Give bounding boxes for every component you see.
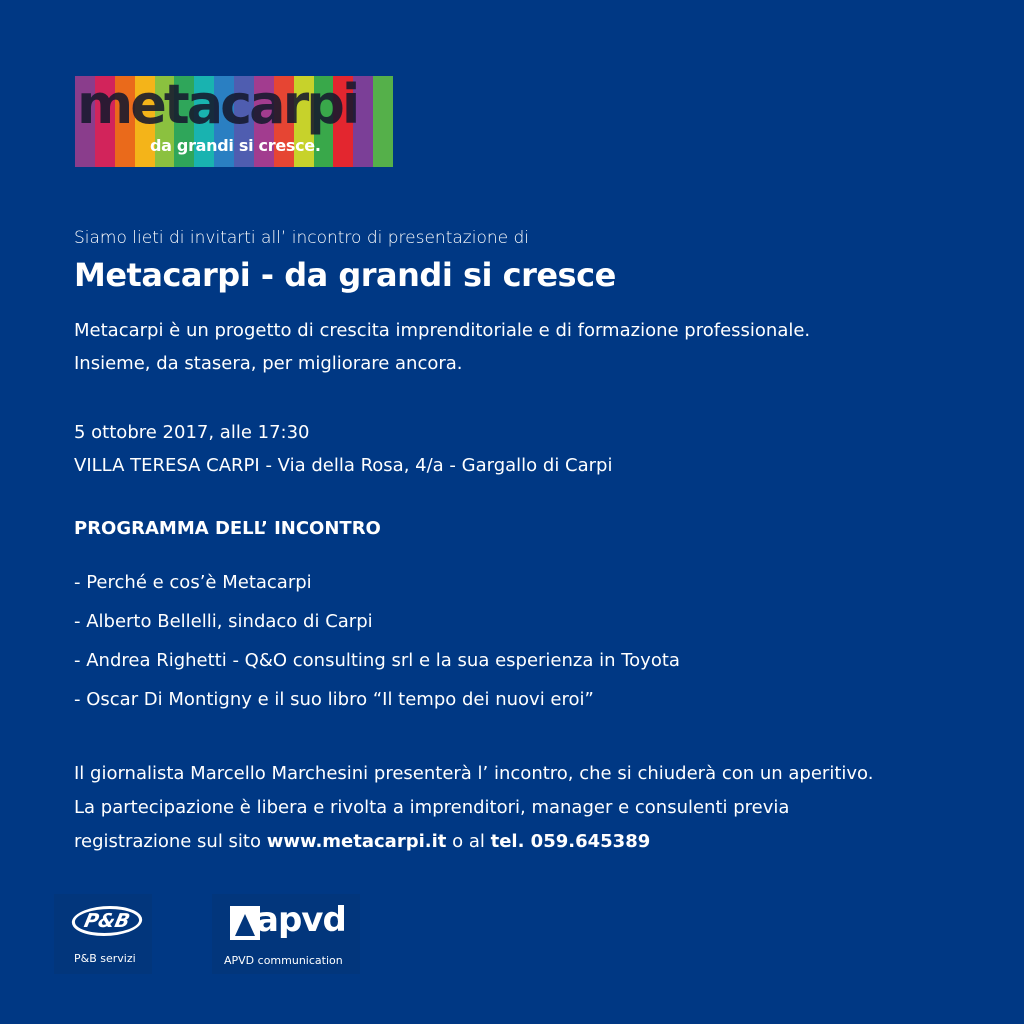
event-venue: VILLA TERESA CARPI - Via della Rosa, 4/a - Gargallo di Carpi xyxy=(74,455,613,476)
logo-tagline: da grandi si cresce. xyxy=(150,136,321,155)
closing-line: Il giornalista Marcello Marchesini presenterà l’ incontro, che si chiuderà con un aperitivo. xyxy=(74,763,874,784)
description-line: Insieme, da stasera, per migliorare ancora. xyxy=(74,353,463,374)
event-date: 5 ottobre 2017, alle 17:30 xyxy=(74,422,310,443)
program-list xyxy=(74,566,680,722)
description-line: Metacarpi è un progetto di crescita imprenditoriale e di formazione professionale. xyxy=(74,320,811,341)
apvd-caption: APVD communication xyxy=(224,954,343,967)
program-item: - Perché e cos’è Metacarpi xyxy=(74,572,312,593)
event-details xyxy=(74,416,612,482)
program-item: - Alberto Bellelli, sindaco di Carpi xyxy=(74,611,373,632)
pb-servizi-logo xyxy=(54,894,152,974)
logo-wordmark: metacarpi xyxy=(77,76,358,136)
program-heading: PROGRAMMA DELL’ INCONTRO xyxy=(74,518,381,539)
pb-mark-text: P&B xyxy=(82,910,132,932)
website-link[interactable]: www.metacarpi.it xyxy=(266,831,447,852)
closing-prefix: registrazione sul sito xyxy=(74,831,267,852)
pb-emblem xyxy=(69,906,145,936)
phone-number[interactable]: tel. 059.645389 xyxy=(490,831,651,852)
pb-caption: P&B servizi xyxy=(74,952,136,965)
closing-mid: o al xyxy=(446,831,491,852)
logo-stripe xyxy=(373,76,393,167)
closing-text xyxy=(74,757,873,859)
apvd-wordmark: apvd xyxy=(256,900,346,940)
apvd-logo xyxy=(212,894,360,974)
program-item: - Oscar Di Montigny e il suo libro “Il tempo dei nuovi eroi” xyxy=(74,689,594,710)
metacarpi-logo xyxy=(75,76,393,167)
program-item: - Andrea Righetti - Q&O consulting srl e la sua esperienza in Toyota xyxy=(74,650,680,671)
event-description xyxy=(74,314,810,380)
invite-intro: Siamo lieti di invitarti all’ incontro di presentazione di xyxy=(74,228,529,248)
event-title: Metacarpi - da grandi si cresce xyxy=(74,256,616,294)
closing-line xyxy=(74,825,873,859)
closing-line: La partecipazione è libera e rivolta a imprenditori, manager e consulenti previa xyxy=(74,797,790,818)
